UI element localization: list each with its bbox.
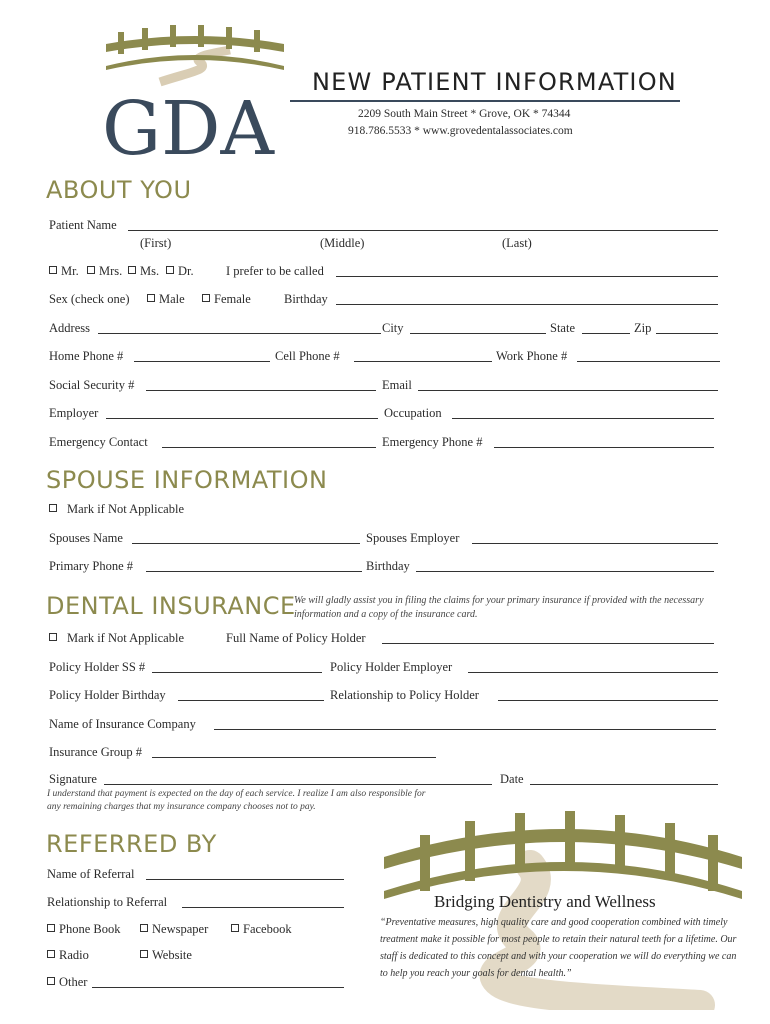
holder-ss-label: Policy Holder SS # xyxy=(49,660,146,674)
work-phone-label: Work Phone # xyxy=(496,349,568,363)
policy-holder-name-label: Full Name of Policy Holder xyxy=(226,631,366,645)
occupation-label: Occupation xyxy=(384,406,442,420)
spouse-name-label: Spouses Name xyxy=(49,531,123,545)
other-field[interactable] xyxy=(92,975,344,988)
zip-label: Zip xyxy=(634,321,652,335)
employer-field[interactable] xyxy=(106,406,378,419)
first-label: (First) xyxy=(140,236,172,250)
patient-name-label: Patient Name xyxy=(49,218,117,232)
policy-holder-name-field[interactable] xyxy=(382,631,714,644)
title-rule xyxy=(290,100,680,102)
date-field[interactable] xyxy=(530,772,718,785)
spouse-employer-field[interactable] xyxy=(472,531,718,544)
patient-name-row xyxy=(0,218,770,236)
ms-label: Ms. xyxy=(140,264,160,278)
checkbox-icon xyxy=(49,266,57,274)
checkbox-icon xyxy=(47,950,55,958)
emergency-contact-label: Emergency Contact xyxy=(49,435,148,449)
checkbox-icon xyxy=(166,266,174,274)
referral-relationship-field[interactable] xyxy=(182,895,344,908)
last-label: (Last) xyxy=(502,236,532,250)
radio-label: Radio xyxy=(59,948,89,962)
spouse-na-row xyxy=(0,502,770,520)
occupation-field[interactable] xyxy=(452,406,714,419)
insurance-na-label: Mark if Not Applicable xyxy=(67,631,184,645)
female-label: Female xyxy=(214,292,251,306)
cell-phone-field[interactable] xyxy=(354,349,492,362)
checkbox-icon xyxy=(87,266,95,274)
company-label: Name of Insurance Company xyxy=(49,717,196,731)
checkbox-icon xyxy=(231,924,239,932)
header-contact: 918.786.5533 * www.grovedentalassociates.com xyxy=(348,125,573,137)
checkbox-icon xyxy=(140,924,148,932)
spouse-na-label: Mark if Not Applicable xyxy=(67,502,184,516)
referral-relationship-label: Relationship to Referral xyxy=(47,895,168,909)
newspaper-label: Newspaper xyxy=(152,922,209,936)
mr-label: Mr. xyxy=(61,264,79,278)
checkbox-icon xyxy=(202,294,210,302)
other-label: Other xyxy=(59,975,88,989)
holder-ss-field[interactable] xyxy=(152,660,322,673)
insurance-note: We will gladly assist you in filing the claims for your primary insurance if provided with the necessary information and a copy of the insurance card. xyxy=(294,595,704,620)
group-row xyxy=(0,745,770,763)
female-checkbox[interactable] xyxy=(202,292,251,307)
checkbox-icon xyxy=(47,924,55,932)
home-phone-field[interactable] xyxy=(134,349,270,362)
signature-label: Signature xyxy=(49,772,97,786)
spouse-name-row xyxy=(0,531,770,549)
employer-row xyxy=(0,406,770,424)
work-phone-field[interactable] xyxy=(577,349,720,362)
birthday-field[interactable] xyxy=(336,292,718,305)
email-field[interactable] xyxy=(418,378,718,391)
city-field[interactable] xyxy=(410,321,546,334)
address-field[interactable] xyxy=(98,321,381,334)
birthday-label: Birthday xyxy=(284,292,328,306)
gda-logo xyxy=(100,22,290,162)
facebook-checkbox[interactable] xyxy=(231,922,292,937)
spouse-birthday-label: Birthday xyxy=(366,559,410,573)
payment-agreement: I understand that payment is expected on the day of each service. I realize I am also responsible for any remaining charges that my insurance company chooses not to pay. xyxy=(47,789,426,812)
radio-checkbox[interactable] xyxy=(47,948,89,963)
checkbox-icon xyxy=(47,977,55,985)
relationship-field[interactable] xyxy=(498,688,718,701)
spouse-name-field[interactable] xyxy=(132,531,360,544)
insurance-na-checkbox[interactable] xyxy=(49,631,184,646)
address-label: Address xyxy=(49,321,90,335)
mrs-label: Mrs. xyxy=(99,264,123,278)
header-address: 2209 South Main Street * Grove, OK * 74344 xyxy=(358,108,571,120)
cell-phone-label: Cell Phone # xyxy=(275,349,340,363)
about-heading: ABOUT YOU xyxy=(46,176,192,204)
spouse-birthday-field[interactable] xyxy=(416,559,714,572)
other-checkbox[interactable] xyxy=(47,975,87,990)
primary-phone-field[interactable] xyxy=(146,559,362,572)
checkbox-icon xyxy=(49,633,57,641)
dr-label: Dr. xyxy=(178,264,194,278)
sex-label: Sex (check one) xyxy=(49,292,130,306)
facebook-label: Facebook xyxy=(243,922,292,936)
holder-ss-row xyxy=(0,660,770,678)
holder-birthday-label: Policy Holder Birthday xyxy=(49,688,166,702)
group-label: Insurance Group # xyxy=(49,745,143,759)
ms-checkbox[interactable] xyxy=(128,264,159,279)
ssn-label: Social Security # xyxy=(49,378,135,392)
ssn-row xyxy=(0,378,770,396)
mr-checkbox[interactable] xyxy=(49,264,79,279)
city-label: City xyxy=(382,321,404,335)
referral-name-field[interactable] xyxy=(146,867,344,880)
holder-employer-field[interactable] xyxy=(468,660,718,673)
middle-label: (Middle) xyxy=(320,236,365,250)
referred-heading: REFERRED BY xyxy=(46,830,217,858)
sex-row xyxy=(0,292,770,310)
prefer-field[interactable] xyxy=(336,264,718,277)
checkbox-icon xyxy=(140,950,148,958)
bridge-logo-graphic xyxy=(100,22,290,162)
dr-checkbox[interactable] xyxy=(166,264,194,279)
zip-field[interactable] xyxy=(656,321,718,334)
date-label: Date xyxy=(500,772,524,786)
website-label: Website xyxy=(152,948,192,962)
phone-book-checkbox[interactable] xyxy=(47,922,120,937)
emergency-row xyxy=(0,435,770,453)
email-label: Email xyxy=(382,378,412,392)
state-label: State xyxy=(550,321,575,335)
mrs-checkbox[interactable] xyxy=(87,264,122,279)
insurance-na-row xyxy=(0,631,770,649)
referral-name-label: Name of Referral xyxy=(47,867,135,881)
company-field[interactable] xyxy=(214,717,716,730)
checkbox-icon xyxy=(49,504,57,512)
emergency-contact-field[interactable] xyxy=(162,435,376,448)
company-row xyxy=(0,717,770,735)
holder-employer-label: Policy Holder Employer xyxy=(330,660,453,674)
holder-birthday-row xyxy=(0,688,770,706)
tagline-title: Bridging Dentistry and Wellness xyxy=(434,892,656,911)
phone-row xyxy=(0,349,770,367)
spouse-employer-label: Spouses Employer xyxy=(366,531,460,545)
spouse-na-checkbox[interactable] xyxy=(49,502,184,517)
insurance-heading: DENTAL INSURANCE xyxy=(46,592,296,620)
male-label: Male xyxy=(159,292,185,306)
svg-text:GDA: GDA xyxy=(102,86,274,162)
employer-label: Employer xyxy=(49,406,99,420)
form-title: NEW PATIENT INFORMATION xyxy=(312,68,677,96)
ssn-field[interactable] xyxy=(146,378,376,391)
signature-field[interactable] xyxy=(104,772,492,785)
checkbox-icon xyxy=(147,294,155,302)
website-checkbox[interactable] xyxy=(140,948,192,963)
home-phone-label: Home Phone # xyxy=(49,349,124,363)
prefer-label: I prefer to be called xyxy=(226,264,324,278)
newspaper-checkbox[interactable] xyxy=(140,922,208,937)
patient-name-field[interactable] xyxy=(128,218,718,231)
checkbox-icon xyxy=(128,266,136,274)
spouse-phone-row xyxy=(0,559,770,577)
tagline-quote: “Preventative measures, high quality care and good cooperation combined with timely treatment make it possible for most people to retain their natural teeth for a lifetime. Our staff is dedicated to this concept and with your cooperation we will do everything we can to help you reach your goals for dental health.” xyxy=(380,917,737,979)
emergency-phone-label: Emergency Phone # xyxy=(382,435,483,449)
emergency-phone-field[interactable] xyxy=(494,435,714,448)
phone-book-label: Phone Book xyxy=(59,922,121,936)
holder-birthday-field[interactable] xyxy=(178,688,324,701)
primary-phone-label: Primary Phone # xyxy=(49,559,134,573)
spouse-heading: SPOUSE INFORMATION xyxy=(46,466,328,494)
state-field[interactable] xyxy=(582,321,630,334)
male-checkbox[interactable] xyxy=(147,292,185,307)
title-row xyxy=(0,264,770,282)
relationship-label: Relationship to Policy Holder xyxy=(330,688,479,702)
address-row xyxy=(0,321,770,339)
name-parts-row xyxy=(0,236,770,254)
group-field[interactable] xyxy=(152,745,436,758)
